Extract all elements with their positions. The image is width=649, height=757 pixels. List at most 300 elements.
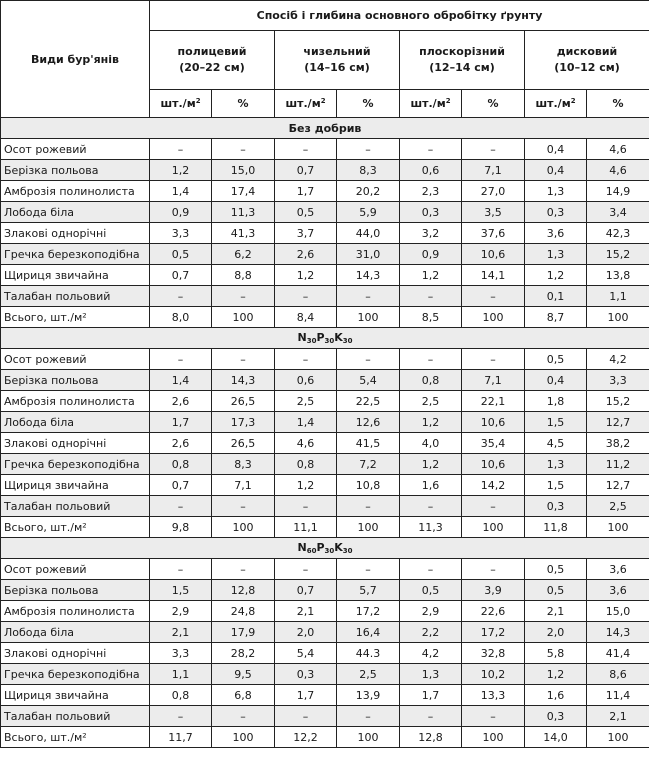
value-cell: –: [212, 706, 275, 727]
weed-name-cell: Берізка польова: [1, 370, 150, 391]
value-cell: –: [462, 349, 525, 370]
table-row: [1, 265, 649, 286]
value-cell: 26,5: [212, 433, 275, 454]
value-cell: 14,9: [587, 181, 649, 202]
value-cell: 20,2: [337, 181, 400, 202]
value-cell: 1,2: [400, 412, 462, 433]
value-cell: 0,7: [275, 160, 337, 181]
value-cell: 2,5: [587, 496, 649, 517]
value-cell: 2,6: [275, 244, 337, 265]
unit-percent-header: %: [587, 90, 649, 118]
value-cell: 0,5: [275, 202, 337, 223]
value-cell: –: [150, 559, 212, 580]
section-title-part: Без добрив: [288, 121, 362, 135]
value-cell: 3,3: [150, 643, 212, 664]
value-cell: 100: [337, 307, 400, 328]
value-cell: 1,4: [150, 181, 212, 202]
value-cell: 1,3: [525, 244, 587, 265]
value-cell: 11,8: [525, 517, 587, 538]
value-cell: 38,2: [587, 433, 649, 454]
unit-count-text: шт./м: [410, 97, 446, 110]
section-title: [1, 538, 649, 559]
section-title-part: N: [297, 540, 307, 554]
value-cell: 3,7: [275, 223, 337, 244]
table-row: [1, 643, 649, 664]
value-cell: –: [337, 559, 400, 580]
section-title-part: P: [316, 540, 325, 554]
value-cell: 1,2: [400, 454, 462, 475]
weed-name-cell: Всього, шт./м²: [1, 727, 150, 748]
value-cell: 11,4: [587, 685, 649, 706]
value-cell: 12,2: [275, 727, 337, 748]
section-row: [1, 118, 649, 139]
value-cell: 10,6: [462, 454, 525, 475]
value-cell: 4,2: [400, 643, 462, 664]
value-cell: –: [150, 496, 212, 517]
value-cell: 3,6: [587, 559, 649, 580]
value-cell: 100: [587, 307, 649, 328]
value-cell: 4,6: [587, 160, 649, 181]
weed-name-cell: Осот рожевий: [1, 349, 150, 370]
value-cell: –: [400, 139, 462, 160]
value-cell: 37,6: [462, 223, 525, 244]
value-cell: 13,8: [587, 265, 649, 286]
value-cell: –: [150, 139, 212, 160]
value-cell: 0,8: [150, 454, 212, 475]
value-cell: 100: [337, 727, 400, 748]
value-cell: 10,6: [462, 412, 525, 433]
value-cell: 2,3: [400, 181, 462, 202]
section-row: [1, 538, 649, 559]
unit-count-header: [525, 90, 587, 118]
table-row: [1, 496, 649, 517]
value-cell: 44,0: [337, 223, 400, 244]
section-title-subscript: 30: [324, 546, 335, 555]
value-cell: 0,5: [525, 559, 587, 580]
method-header: [400, 31, 525, 90]
table-row: [1, 664, 649, 685]
value-cell: 0,8: [400, 370, 462, 391]
value-cell: 32,8: [462, 643, 525, 664]
value-cell: –: [275, 139, 337, 160]
value-cell: 24,8: [212, 601, 275, 622]
value-cell: 8,7: [525, 307, 587, 328]
unit-percent-header: %: [337, 90, 400, 118]
value-cell: 4,2: [587, 349, 649, 370]
value-cell: 41,4: [587, 643, 649, 664]
value-cell: 22,6: [462, 601, 525, 622]
value-cell: 5,4: [337, 370, 400, 391]
method-header: [525, 31, 649, 90]
weed-name-cell: Амброзія полинолиста: [1, 181, 150, 202]
value-cell: 2,9: [400, 601, 462, 622]
value-cell: 1,2: [525, 664, 587, 685]
value-cell: 15,0: [587, 601, 649, 622]
value-cell: 2,6: [150, 391, 212, 412]
method-name: плоскорізний: [419, 44, 505, 58]
value-cell: 8,0: [150, 307, 212, 328]
section-row: [1, 328, 649, 349]
value-cell: –: [275, 286, 337, 307]
method-title: Спосіб і глибина основного обробітку ґрунту: [150, 1, 649, 31]
value-cell: 0,1: [525, 286, 587, 307]
weed-name-cell: Осот рожевий: [1, 139, 150, 160]
value-cell: –: [212, 496, 275, 517]
section-title: [1, 118, 649, 139]
value-cell: 44.3: [337, 643, 400, 664]
value-cell: 17,4: [212, 181, 275, 202]
value-cell: –: [462, 559, 525, 580]
value-cell: 14,3: [587, 622, 649, 643]
value-cell: –: [462, 496, 525, 517]
value-cell: 1,7: [275, 685, 337, 706]
value-cell: 8,3: [337, 160, 400, 181]
value-cell: 7,1: [212, 475, 275, 496]
value-cell: 10,8: [337, 475, 400, 496]
value-cell: 26,5: [212, 391, 275, 412]
weed-name-cell: Талабан польовий: [1, 496, 150, 517]
weed-name-cell: Амброзія полинолиста: [1, 601, 150, 622]
value-cell: 4,0: [400, 433, 462, 454]
value-cell: 3,5: [462, 202, 525, 223]
table-row: [1, 181, 649, 202]
value-cell: 5,4: [275, 643, 337, 664]
value-cell: 9,8: [150, 517, 212, 538]
weed-name-cell: Талабан польовий: [1, 706, 150, 727]
section-title: [1, 328, 649, 349]
value-cell: 14,0: [525, 727, 587, 748]
unit-count-superscript: 2: [195, 97, 201, 105]
value-cell: 13,9: [337, 685, 400, 706]
value-cell: 3,9: [462, 580, 525, 601]
weed-name-cell: Гречка березкоподібна: [1, 664, 150, 685]
table-row: [1, 223, 649, 244]
value-cell: 7,1: [462, 160, 525, 181]
value-cell: 12,8: [212, 580, 275, 601]
value-cell: 12,6: [337, 412, 400, 433]
unit-count-text: шт./м: [160, 97, 196, 110]
value-cell: 2,1: [525, 601, 587, 622]
value-cell: –: [462, 286, 525, 307]
weed-name-cell: Лобода біла: [1, 622, 150, 643]
value-cell: 3,6: [587, 580, 649, 601]
value-cell: –: [337, 349, 400, 370]
value-cell: 100: [462, 727, 525, 748]
value-cell: –: [400, 286, 462, 307]
unit-count-header: [150, 90, 212, 118]
value-cell: 1,7: [150, 412, 212, 433]
value-cell: 4,6: [587, 139, 649, 160]
value-cell: –: [275, 349, 337, 370]
value-cell: 0,7: [275, 580, 337, 601]
value-cell: 100: [337, 517, 400, 538]
value-cell: 11,1: [275, 517, 337, 538]
value-cell: 2,1: [150, 622, 212, 643]
value-cell: –: [337, 139, 400, 160]
value-cell: –: [275, 559, 337, 580]
method-depth: (20–22 см): [179, 61, 245, 74]
section-title-subscript: 30: [306, 336, 317, 345]
table-row: [1, 202, 649, 223]
value-cell: 8,6: [587, 664, 649, 685]
value-cell: 2,5: [400, 391, 462, 412]
value-cell: 1,6: [400, 475, 462, 496]
value-cell: 1,4: [275, 412, 337, 433]
value-cell: 0,3: [400, 202, 462, 223]
value-cell: 10,6: [462, 244, 525, 265]
section-title-subscript: 60: [306, 546, 317, 555]
value-cell: –: [400, 706, 462, 727]
value-cell: 0,4: [525, 370, 587, 391]
value-cell: 1,8: [525, 391, 587, 412]
section-title-subscript: 30: [342, 546, 353, 555]
value-cell: 8,8: [212, 265, 275, 286]
value-cell: –: [462, 139, 525, 160]
value-cell: 0,3: [275, 664, 337, 685]
value-cell: –: [337, 706, 400, 727]
value-cell: 100: [587, 517, 649, 538]
method-name: дисковий: [556, 44, 618, 58]
value-cell: 2,1: [587, 706, 649, 727]
value-cell: 1,1: [150, 664, 212, 685]
table-row: [1, 685, 649, 706]
unit-percent-header: %: [462, 90, 525, 118]
value-cell: 0,9: [400, 244, 462, 265]
table-row: [1, 475, 649, 496]
value-cell: 0,3: [525, 496, 587, 517]
unit-count-header: [275, 90, 337, 118]
weed-name-cell: Злакові однорічні: [1, 433, 150, 454]
section-title-subscript: 30: [342, 336, 353, 345]
weed-name-cell: Гречка березкоподібна: [1, 454, 150, 475]
value-cell: 1,3: [525, 454, 587, 475]
value-cell: 11,3: [400, 517, 462, 538]
weed-name-cell: Лобода біла: [1, 202, 150, 223]
table-row: [1, 622, 649, 643]
value-cell: 7,2: [337, 454, 400, 475]
value-cell: 1,1: [587, 286, 649, 307]
value-cell: 7,1: [462, 370, 525, 391]
value-cell: –: [400, 496, 462, 517]
value-cell: 8,4: [275, 307, 337, 328]
value-cell: 8,3: [212, 454, 275, 475]
value-cell: 1,2: [275, 265, 337, 286]
unit-count-text: шт./м: [285, 97, 321, 110]
value-cell: 2,1: [275, 601, 337, 622]
value-cell: 1,7: [275, 181, 337, 202]
value-cell: 11,2: [587, 454, 649, 475]
value-cell: 42,3: [587, 223, 649, 244]
value-cell: 5,7: [337, 580, 400, 601]
value-cell: 35,4: [462, 433, 525, 454]
value-cell: 17,2: [462, 622, 525, 643]
value-cell: 0,4: [525, 139, 587, 160]
value-cell: 6,2: [212, 244, 275, 265]
value-cell: –: [275, 706, 337, 727]
value-cell: 100: [462, 307, 525, 328]
value-cell: 0,3: [525, 202, 587, 223]
value-cell: 0,7: [150, 265, 212, 286]
unit-count-superscript: 2: [570, 97, 576, 105]
value-cell: 6,8: [212, 685, 275, 706]
section-title-part: K: [334, 330, 343, 344]
value-cell: 1,2: [275, 475, 337, 496]
value-cell: 5,9: [337, 202, 400, 223]
value-cell: 8,5: [400, 307, 462, 328]
table-row: [1, 706, 649, 727]
table-row: [1, 412, 649, 433]
value-cell: 0,8: [150, 685, 212, 706]
weeds-column-header: Види бур'янів: [1, 1, 150, 118]
value-cell: 15,2: [587, 244, 649, 265]
weed-name-cell: Щириця звичайна: [1, 685, 150, 706]
value-cell: 14,3: [337, 265, 400, 286]
value-cell: 1,6: [525, 685, 587, 706]
value-cell: 0,4: [525, 160, 587, 181]
section-title-part: K: [334, 540, 343, 554]
value-cell: 5,8: [525, 643, 587, 664]
value-cell: 16,4: [337, 622, 400, 643]
value-cell: 27,0: [462, 181, 525, 202]
weed-name-cell: Осот рожевий: [1, 559, 150, 580]
value-cell: 0,5: [525, 349, 587, 370]
method-header: [150, 31, 275, 90]
value-cell: 1,5: [525, 475, 587, 496]
value-cell: 3,2: [400, 223, 462, 244]
table-row: [1, 727, 649, 748]
unit-count-superscript: 2: [445, 97, 451, 105]
method-name: полицевий: [177, 44, 247, 58]
value-cell: 31,0: [337, 244, 400, 265]
weed-name-cell: Всього, шт./м²: [1, 307, 150, 328]
value-cell: –: [337, 286, 400, 307]
value-cell: 0,3: [525, 706, 587, 727]
weed-name-cell: Злакові однорічні: [1, 643, 150, 664]
value-cell: 2,6: [150, 433, 212, 454]
value-cell: 4,5: [525, 433, 587, 454]
weed-name-cell: Лобода біла: [1, 412, 150, 433]
weed-name-cell: Щириця звичайна: [1, 265, 150, 286]
value-cell: 0,5: [400, 580, 462, 601]
value-cell: 1,4: [150, 370, 212, 391]
value-cell: 41,5: [337, 433, 400, 454]
value-cell: –: [337, 496, 400, 517]
section-title-part: P: [316, 330, 325, 344]
value-cell: 1,2: [150, 160, 212, 181]
value-cell: 2,5: [275, 391, 337, 412]
value-cell: 1,7: [400, 685, 462, 706]
method-depth: (12–14 см): [429, 61, 495, 74]
value-cell: –: [150, 286, 212, 307]
value-cell: –: [212, 286, 275, 307]
value-cell: 14,2: [462, 475, 525, 496]
value-cell: –: [212, 349, 275, 370]
table-row: [1, 391, 649, 412]
value-cell: 0,5: [525, 580, 587, 601]
value-cell: 100: [212, 307, 275, 328]
value-cell: –: [150, 706, 212, 727]
value-cell: 12,7: [587, 475, 649, 496]
value-cell: 12,7: [587, 412, 649, 433]
weed-name-cell: Щириця звичайна: [1, 475, 150, 496]
value-cell: 4,6: [275, 433, 337, 454]
table-row: [1, 370, 649, 391]
value-cell: 1,5: [150, 580, 212, 601]
unit-percent-header: %: [212, 90, 275, 118]
method-depth: (10–12 см): [554, 61, 620, 74]
value-cell: 22,5: [337, 391, 400, 412]
value-cell: 2,5: [337, 664, 400, 685]
section-title-part: N: [297, 330, 307, 344]
value-cell: 3,3: [150, 223, 212, 244]
method-depth: (14–16 см): [304, 61, 370, 74]
value-cell: 100: [212, 517, 275, 538]
value-cell: 17,9: [212, 622, 275, 643]
table-row: [1, 244, 649, 265]
section-title-subscript: 30: [324, 336, 335, 345]
weed-name-cell: Злакові однорічні: [1, 223, 150, 244]
table-row: [1, 433, 649, 454]
value-cell: 3,6: [525, 223, 587, 244]
value-cell: 0,5: [150, 244, 212, 265]
value-cell: 2,0: [525, 622, 587, 643]
value-cell: 9,5: [212, 664, 275, 685]
table-row: [1, 559, 649, 580]
value-cell: 2,2: [400, 622, 462, 643]
weed-name-cell: Талабан польовий: [1, 286, 150, 307]
value-cell: 14,1: [462, 265, 525, 286]
table-row: [1, 349, 649, 370]
value-cell: 3,4: [587, 202, 649, 223]
unit-count-superscript: 2: [320, 97, 326, 105]
value-cell: –: [400, 349, 462, 370]
value-cell: –: [275, 496, 337, 517]
value-cell: 2,9: [150, 601, 212, 622]
value-cell: 12,8: [400, 727, 462, 748]
method-header: [275, 31, 400, 90]
value-cell: 0,7: [150, 475, 212, 496]
value-cell: 28,2: [212, 643, 275, 664]
weed-name-cell: Амброзія полинолиста: [1, 391, 150, 412]
value-cell: 1,3: [400, 664, 462, 685]
value-cell: 100: [212, 727, 275, 748]
value-cell: 13,3: [462, 685, 525, 706]
weed-name-cell: Гречка березкоподібна: [1, 244, 150, 265]
table-row: [1, 160, 649, 181]
weed-name-cell: Всього, шт./м²: [1, 517, 150, 538]
value-cell: –: [400, 559, 462, 580]
value-cell: 1,2: [400, 265, 462, 286]
value-cell: 15,2: [587, 391, 649, 412]
value-cell: 0,8: [275, 454, 337, 475]
value-cell: 2,0: [275, 622, 337, 643]
value-cell: 14,3: [212, 370, 275, 391]
table-row: [1, 139, 649, 160]
value-cell: 41,3: [212, 223, 275, 244]
method-name: чизельний: [303, 44, 371, 58]
value-cell: 100: [587, 727, 649, 748]
table-row: [1, 307, 649, 328]
value-cell: 0,6: [400, 160, 462, 181]
weed-name-cell: Берізка польова: [1, 580, 150, 601]
value-cell: 1,5: [525, 412, 587, 433]
value-cell: 11,7: [150, 727, 212, 748]
value-cell: –: [212, 139, 275, 160]
value-cell: –: [462, 706, 525, 727]
table-row: [1, 286, 649, 307]
unit-count-header: [400, 90, 462, 118]
value-cell: 17,3: [212, 412, 275, 433]
